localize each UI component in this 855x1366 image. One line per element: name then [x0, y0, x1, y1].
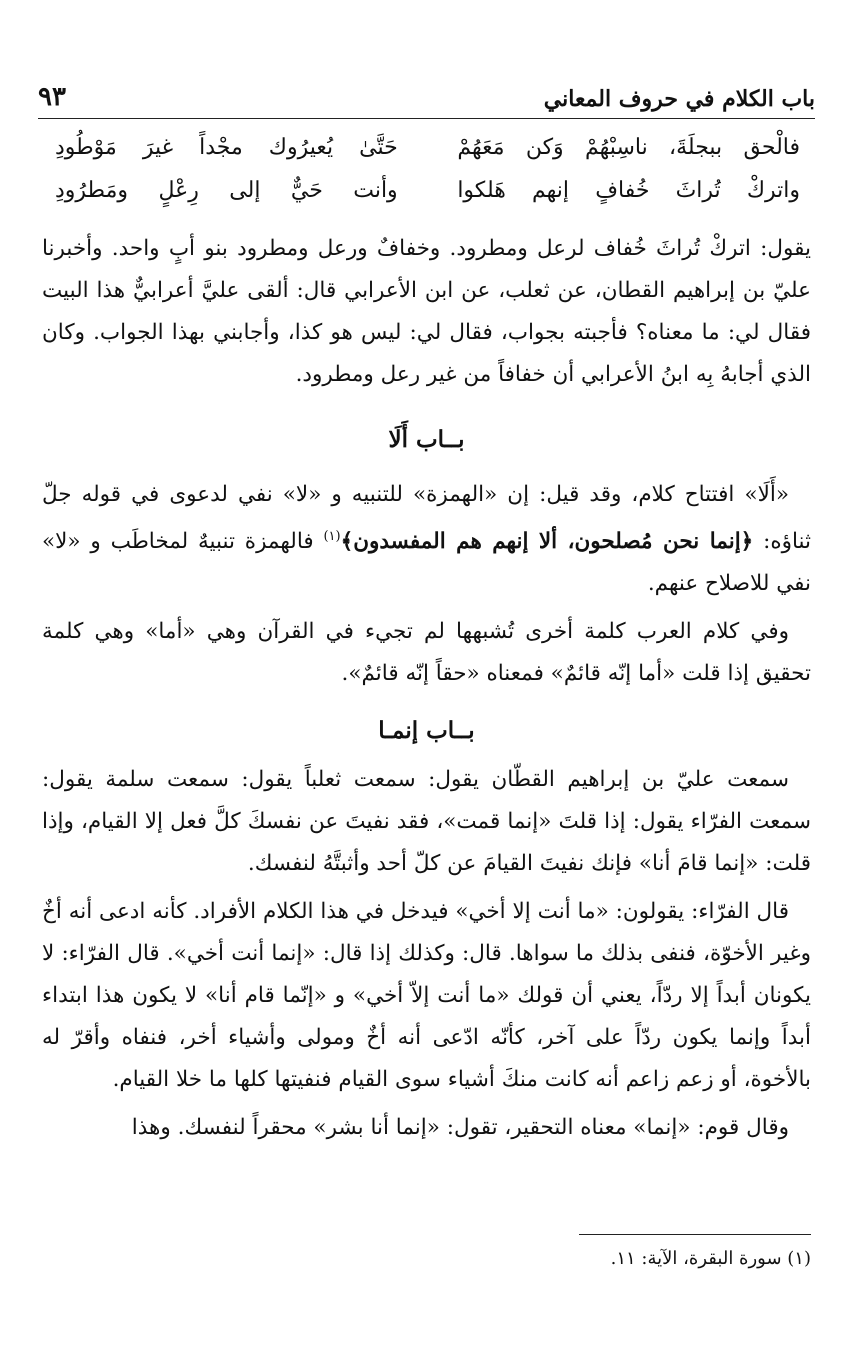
- page-header: [38, 78, 815, 112]
- verse-2-first-hemistich: واتركْ تُراثَ خُفافٍ إنهم هَلكوا: [457, 178, 800, 203]
- paragraph-ala-definition: [42, 474, 811, 605]
- footnote-rule: [579, 1234, 811, 1235]
- page-body: [42, 228, 811, 1149]
- running-title: باب الكلام في حروف المعاني: [543, 86, 815, 112]
- poem-verses: [55, 126, 800, 212]
- chapter-heading-ala: بــاب أَلَا: [388, 426, 465, 453]
- verse-2: [55, 169, 800, 212]
- paragraph-innama-2: قال الفرّاء: يقولون: «ما أنت إلا أخي» فيدخل في هذا الكلام الأفراد. كأنه ادعى أنه أخٌ وغير الأخوّة، فنفى بذلك ما سواها. قال: وكذلك إذا قال: «إنما أنت أخي». قال الفرّاء: لا يكونان أبداً إلا ردّاً، يعني أن قولك «ما أنت إلاّ أخي» و «إنّما قام أنا» لا يكون هذا ابتداء أبداً وإنما يكون ردّاً على آخر، كأنّه ادّعى أنه أخٌ ومولى وأشياء أخر، فنفاه وأقرّ له بالأخوة، أو زعم زاعم أنه كانت منكَ أشياء سوى القيام فنفيتها كلها ما خلا القيام.: [42, 899, 811, 1093]
- paragraph-text: فالهمزة تنبيهٌ لمخاطَب و «لا» نفي للاصلاح عنهم.: [42, 529, 811, 597]
- paragraph-text: «أَلَا» افتتاح كلام، وقد قيل: إن «الهمزة» للتنبيه و «لا» نفي لدعوى في قوله جلّ ثناؤه:: [42, 482, 812, 555]
- header-rule: [38, 118, 815, 119]
- page-number: ٩٣: [38, 82, 66, 112]
- footnote-marker: (١): [323, 529, 341, 544]
- quran-quote: ﴿إنما نحن مُصلحون، ألا إنهم هم المفسدون﴾: [340, 529, 754, 555]
- verse-1: [55, 126, 800, 169]
- chapter-heading-innama: بــاب إنمـا: [378, 717, 475, 745]
- paragraph-commentary: يقول: اتركْ تُراثَ خُفاف لرعل ومطرود. وخفافٌ ورعل ومطرود بنو أبٍ واحد. وأخبرنا عليّ بن إبراهيم القطان، عن ثعلب، عن ابن الأعرابي قال: ألقى عليَّ أعرابيٌّ هذا البيت فقال لي: ما معناه؟ فأجبته بجواب، فقال لي: ليس هو كذا، وأجابني بهذا الجواب. وكان الذي أجابهُ بِه ابنُ الأعرابي أن خفافاً من غير رعل ومطرود.: [42, 236, 811, 387]
- verse-2-second-hemistich: وأنت حَيٌّ إلى رِعْلٍ ومَطرُودِ: [55, 178, 398, 203]
- verse-1-first-hemistich: فالْحق ببجلَةَ، ناسِبْهُمْ وَكن مَعَهُمْ: [457, 135, 800, 160]
- paragraph-innama-1: سمعت عليّ بن إبراهيم القطّان يقول: سمعت ثعلباً يقول: سمعت سلمة يقول: سمعت الفرّاء يقول: إذا قلتَ «إنما قمت»، فقد نفيتَ عن نفسكَ كلَّ فعل إلا القيام، وإذا قلت: «إنما قامَ أنا» فإنك نفيتَ القيامَ عن كلّ أحد وأثبتَّهُ لنفسك.: [42, 767, 811, 877]
- verse-1-second-hemistich: حَتَّىٰ يُعيرُوك مجْداً غيرَ مَوْطُودِ: [55, 135, 398, 160]
- paragraph-amma: وفي كلام العرب كلمة أخرى تُشبهها لم تجيء في القرآن وهي «أما» وهي كلمة تحقيق إذا قلت «أما إنّه قائمٌ» فمعناه «حقاً إنّه قائمٌ».: [42, 619, 811, 687]
- footnote: (١) سورة البقرة، الآية: ١١.: [610, 1248, 811, 1269]
- paragraph-innama-3: وقال قوم: «إنما» معناه التحقير، تقول: «إنما أنا بشر» محقراً لنفسك. وهذا: [131, 1115, 789, 1141]
